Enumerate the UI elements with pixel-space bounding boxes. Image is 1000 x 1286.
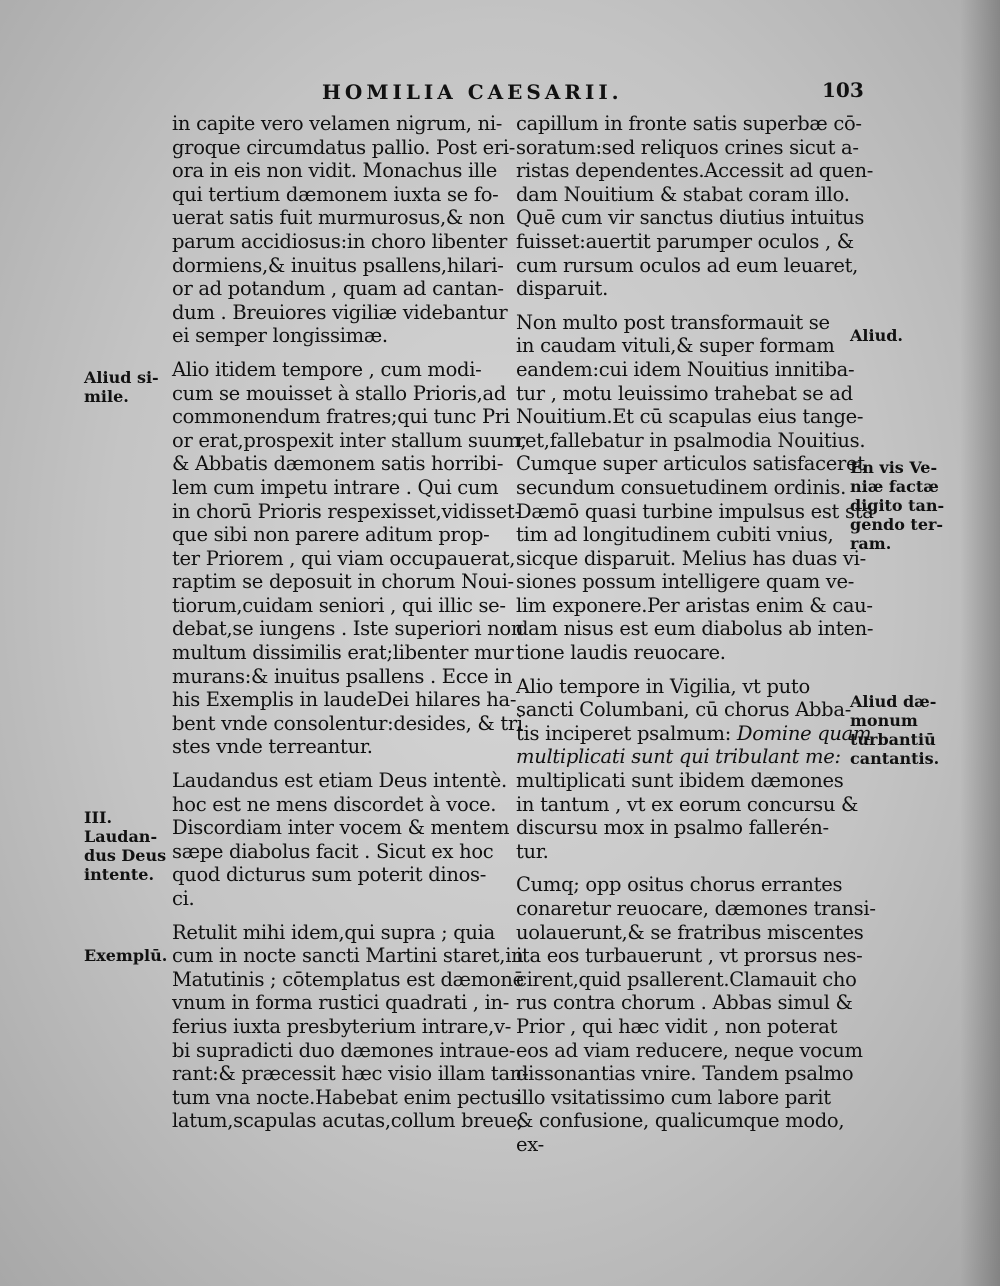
text-line: ora in eis non vidit. Monachus ille <box>172 159 498 183</box>
text-line: sicque disparuit. Melius has duas vi- <box>516 546 866 570</box>
right-text-column <box>516 112 876 1157</box>
margin-note-aliud: Aliud. <box>850 326 903 345</box>
margin-note-aliud-simile: Aliud si- mile. <box>84 368 159 406</box>
text-line: eos ad viam reducere, neque vocum <box>516 1038 863 1062</box>
text-line: quod dicturus sum poterit dinos- <box>172 863 487 887</box>
paragraph-gap <box>516 863 846 873</box>
text-line: tur , motu leuissimo trahebat se ad <box>516 381 853 405</box>
text-line: in capite vero velamen nigrum, ni- <box>172 112 503 135</box>
folio-number: 103 <box>822 78 864 102</box>
text-line: siones possum intelligere quam ve- <box>516 570 855 594</box>
text-line: bi supradicti duo dæmones intraue- <box>172 1038 516 1062</box>
text-line: ter Priorem , qui viam occupauerat, <box>172 546 516 570</box>
text-line: disparuit. <box>516 277 608 301</box>
text-line: in tantum , vt ex eorum concursu & <box>516 792 859 816</box>
margin-note-laudandus: III. Laudan- dus Deus intente. <box>84 808 167 884</box>
text-line: ex- <box>516 1132 544 1156</box>
text-line: Non multo post transformauit se <box>516 310 830 334</box>
paragraph-gap <box>516 301 846 311</box>
paragraph-gap <box>172 911 502 921</box>
text-line: multum dissimilis erat;libenter mur <box>172 641 514 665</box>
text-line: his Exemplis in laudeDei hilares ha- <box>172 688 517 712</box>
text-line: qui tertium dæmonem iuxta se fo- <box>172 182 499 206</box>
text-line: & confusione, qualicumque modo, <box>516 1109 845 1133</box>
text-line: debat,se iungens . Iste superiori non <box>172 617 524 641</box>
text-line: Laudandus est etiam Deus intentè. <box>172 769 507 793</box>
text-line: Cumque super articulos satisfaceret <box>516 452 865 476</box>
margin-note-venia: En vis Ve- niæ factæ digito tan- gendo ter- ram. <box>850 458 945 553</box>
text-line: or erat,prospexit inter stallum suum, <box>172 428 527 452</box>
text-line: fuisset:auertit parumper oculos , & <box>516 229 854 253</box>
text-line: lem cum impetu intrare . Qui cum <box>172 475 499 499</box>
text-line: ferius iuxta presbyterium intrare,v- <box>172 1014 512 1038</box>
text-line: tur. <box>516 839 549 863</box>
text-line: vnum in forma rustici quadrati , in- <box>172 991 510 1015</box>
text-line: eandem:cui idem Nouitius innitiba- <box>516 357 855 381</box>
text-line: Quē cum vir sanctus diutius intuitus <box>516 206 865 230</box>
text-line: Discordiam inter vocem & mentem <box>172 816 510 840</box>
text-line: dum . Breuiores vigiliæ videbantur <box>172 300 508 324</box>
text-line: Retulit mihi idem,qui supra ; quia <box>172 920 495 944</box>
text-line: murans:& inuitus psallens . Ecce in <box>172 664 513 688</box>
text-line: raptim se deposuit in chorum Noui- <box>172 570 514 594</box>
text-line: latum,scapulas acutas,collum breue, <box>172 1109 523 1133</box>
text-line: in caudam vituli,& super formam <box>516 334 835 358</box>
text-line: rus contra chorum . Abbas simul & <box>516 991 853 1015</box>
margin-note-exemplum: Exemplū. <box>84 946 168 965</box>
text-line: Dæmō quasi turbine impulsus est sta <box>516 499 874 523</box>
text-line: & Abbatis dæmonem satis horribi- <box>172 452 504 476</box>
left-text-column <box>172 112 529 1133</box>
text-line: Alio tempore in Vigilia, vt puto <box>516 674 810 698</box>
text-line: ei semper longissimæ. <box>172 324 388 348</box>
text-line: parum accidiosus:in choro libenter <box>172 229 508 253</box>
text-line: cum rursum oculos ad eum leuaret, <box>516 253 859 277</box>
text-line: multiplicati sunt qui tribulant me: <box>516 745 841 769</box>
text-line: bent vnde consolentur:desides, & tri <box>172 711 523 735</box>
text-line: dam nisus est eum diabolus ab inten- <box>516 617 874 641</box>
page-header <box>0 78 1000 108</box>
text-line: tim ad longitudinem cubiti vnius, <box>516 523 834 547</box>
text-line: Matutinis ; cōtemplatus est dæmonē <box>172 967 524 991</box>
text-line: dam Nouitium & stabat coram illo. <box>516 182 850 206</box>
text-line: Cumq; opp ositus chorus errantes <box>516 873 843 897</box>
paragraph-gap <box>172 759 502 769</box>
text-line: Prior , qui hæc vidit , non poterat <box>516 1014 838 1038</box>
text-line: stes vnde terreantur. <box>172 735 373 759</box>
text-line: ristas dependentes.Accessit ad quen- <box>516 159 873 183</box>
text-line: tis inciperet psalmum: Domine quam <box>516 721 872 745</box>
text-line: commonendum fratres;qui tunc Pri <box>172 405 510 429</box>
text-line: cirent,quid psallerent.Clamauit cho <box>516 967 857 991</box>
text-line: lim exponere.Per aristas enim & cau- <box>516 593 873 617</box>
text-line: cum se mouisset à stallo Prioris,ad <box>172 381 507 405</box>
text-line: Alio itidem tempore , cum modi- <box>172 357 482 381</box>
text-line: groque circumdatus pallio. Post eri- <box>172 135 516 159</box>
text-line: tiorum,cuidam seniori , qui illic se- <box>172 593 506 617</box>
text-line: Nouitium.Et cū scapulas eius tange- <box>516 405 864 429</box>
text-line: multiplicati sunt ibidem dæmones <box>516 769 844 793</box>
text-line: que sibi non parere aditum prop- <box>172 523 490 547</box>
text-line: conaretur reuocare, dæmones transi- <box>516 897 876 920</box>
text-line: cum in nocte sancti Martini staret,in <box>172 944 524 968</box>
running-head: HOMILIA CAESARII. <box>322 80 623 104</box>
text-line: soratum:sed reliquos crines sicut a- <box>516 135 859 159</box>
margin-note-aliud-daemonum: Aliud dæ- monum turbantiū cantantis. <box>850 692 940 768</box>
text-line: sæpe diabolus facit . Sicut ex hoc <box>172 839 494 863</box>
text-line: ita eos turbauerunt , vt prorsus nes- <box>516 944 863 968</box>
text-line: discursu mox in psalmo fallerén- <box>516 816 829 840</box>
text-line: uolauerunt,& se fratribus miscentes <box>516 920 864 944</box>
text-line: ci. <box>172 887 195 910</box>
text-line: sancti Columbani, cū chorus Abba- <box>516 698 851 722</box>
text-line: capillum in fronte satis superbæ cō- <box>516 112 862 135</box>
paragraph-gap <box>516 665 846 675</box>
text-line: secundum consuetudinem ordinis. <box>516 475 847 499</box>
text-line: rant:& præcessit hæc visio illam tan- <box>172 1062 529 1086</box>
text-line: or ad potandum , quam ad cantan- <box>172 277 504 301</box>
text-line: dormiens,& inuitus psallens,hilari- <box>172 253 504 277</box>
text-line: uerat satis fuit murmurosus,& non <box>172 206 505 230</box>
text-line: ret,fallebatur in psalmodia Nouitius. <box>516 428 866 452</box>
text-line: illo vsitatissimo cum labore parit <box>516 1085 831 1109</box>
text-line: dissonantias vnire. Tandem psalmo <box>516 1062 854 1086</box>
italic-phrase: Domine quam <box>731 721 872 745</box>
text-line: tum vna nocte.Habebat enim pectus <box>172 1085 521 1109</box>
text-line: tione laudis reuocare. <box>516 641 726 665</box>
text-line: in chorū Prioris respexisset,vidisset- <box>172 499 521 523</box>
page-edge-shadow <box>960 0 1000 1286</box>
paragraph-gap <box>172 348 502 358</box>
text-line: hoc est ne mens discordet à voce. <box>172 792 497 816</box>
